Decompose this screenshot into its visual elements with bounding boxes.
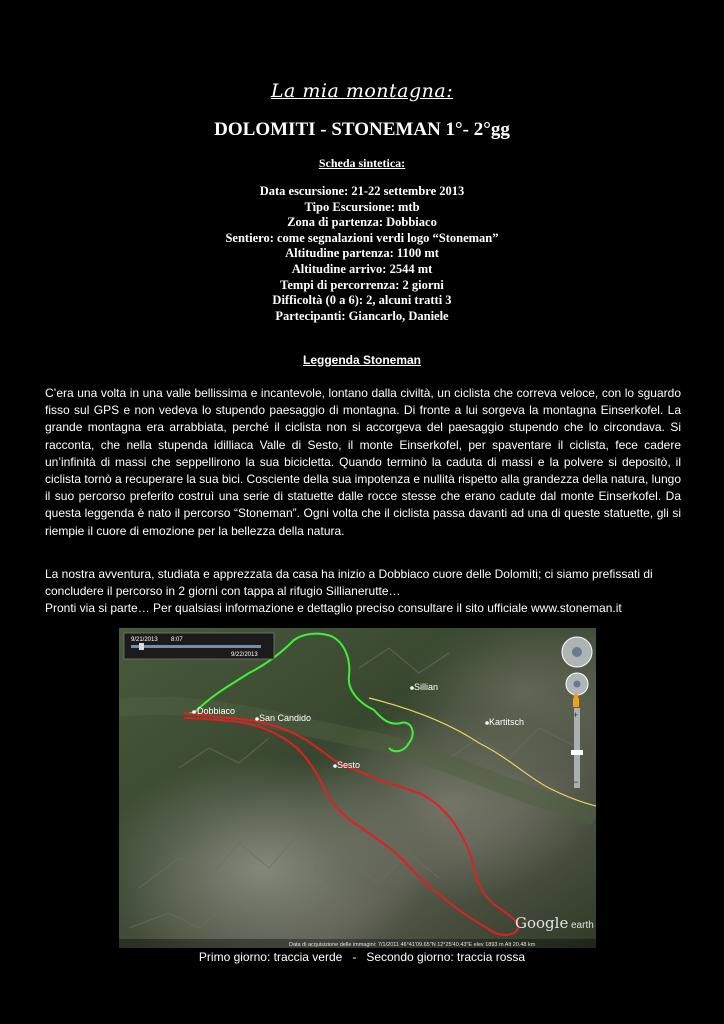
timeline-time: 8:07	[171, 637, 183, 643]
fact-difficulty: Difficoltà (0 a 6): 2, alcuni tratti 3	[272, 293, 452, 308]
adventure-line-1: La nostra avventura, studiata e apprezzata da casa ha inizio a Dobbiaco cuore delle Dolomiti; ci siamo prefissati di	[45, 567, 653, 581]
label-kartitsch: Kartitsch	[489, 717, 525, 727]
page-title: DOLOMITI - STONEMAN 1°- 2°gg	[214, 119, 510, 140]
map-status-bar: Data di acquisizione delle immagini: 7/1/2011 46°41'09.65"N 12°25'40.43"E elev 1893 m Alt 20.48 km	[289, 942, 536, 948]
street-view-icon[interactable]	[573, 694, 579, 708]
zoom-slider[interactable]	[574, 708, 580, 788]
timeline-slider-handle[interactable]	[139, 643, 144, 650]
fact-trail: Sentiero: come segnalazioni verdi logo “Stoneman”	[225, 230, 499, 245]
timeline-panel[interactable]	[124, 633, 274, 659]
zoom-handle[interactable]	[571, 750, 583, 755]
fact-end-altitude: Altitudine arrivo: 2544 mt	[291, 261, 433, 276]
adventure-line-2: concludere il percorso in 2 giorni con tappa al rifugio Sillianerutte…	[45, 584, 401, 599]
caption-red: Secondo giorno: traccia rossa	[366, 950, 526, 964]
fact-start-altitude: Altitudine partenza: 1100 mt	[285, 246, 439, 261]
sheet-heading: Scheda sintetica:	[318, 156, 406, 170]
legend-paragraph: C’era una volta in una valle bellissima e incantevole, lontano dalla civiltà, un ciclista che correva veloce, con lo sguardo fisso sul GPS e non vedeva lo stupendo paesaggio di montagna. Di fronte a lui sorgeva la montagna Einserkofel. La grande montagna era arrabbiata, perché il ciclista non si accorgeva del paesaggio stupendo che lo circondava. Si racconta, che nella stupenda idilliaca Valle di Sesto, il monte Einserkofel, per spaventare il ciclista, fece cadere un’infinità di massi che seppellirono la sua bicicletta. Quando terminò la caduta di massi e la polvere si depositò, il ciclista tornò a recuperare la sua bici. Cosciente della sua impotenza e nullità rispetto alla grandezza della natura, lungo il suo percorso preferito costruì una serie di statuette dalle rocce stesse che erano cadute dal monte Einserkofel. Da questa leggenda è nato il percorso “Stoneman”. Ogni volta che il ciclista passa davanti ad una di queste statuette, gli si riempie il cuore di emozione per la bellezza della natura.	[45, 386, 681, 538]
fact-duration: Tempi di percorrenza: 2 giorni	[280, 277, 444, 292]
label-san-candido: San Candido	[259, 713, 312, 723]
script-title: La mia montagna:	[270, 80, 454, 102]
adventure-paragraph	[45, 566, 705, 618]
caption-green: Primo giorno: traccia verde	[198, 950, 343, 964]
label-sillian: Sillian	[414, 682, 439, 692]
timeline-start: 9/21/2013	[131, 637, 158, 643]
fact-participants: Partecipanti: Giancarlo, Daniele	[275, 308, 449, 323]
fact-start-zone: Zona di partenza: Dobbiaco	[287, 215, 437, 230]
google-earth-logo: Google	[515, 914, 569, 932]
adventure-line-3: Pronti via si parte… Per qualsiasi informazione e dettaglio preciso consultare il sito ufficiale www.stoneman.it	[45, 601, 622, 616]
fact-type: Tipo Escursione: mtb	[304, 199, 420, 214]
zoom-out-icon[interactable]: −	[573, 777, 579, 787]
label-dobbiaco: Dobbiaco	[197, 706, 236, 716]
google-earth-logo-suffix: earth	[571, 920, 594, 931]
zoom-in-icon[interactable]: +	[573, 710, 579, 720]
timeline-end: 9/22/2013	[231, 652, 258, 658]
route-map	[119, 628, 596, 948]
legend-heading: Leggenda Stoneman	[302, 353, 421, 367]
caption-separator: -	[342, 950, 367, 964]
route-map-image	[119, 628, 596, 948]
map-caption	[0, 950, 724, 964]
label-sesto: Sesto	[337, 760, 361, 770]
fact-date: Data escursione: 21-22 settembre 2013	[259, 184, 465, 198]
facts-list	[0, 184, 724, 324]
